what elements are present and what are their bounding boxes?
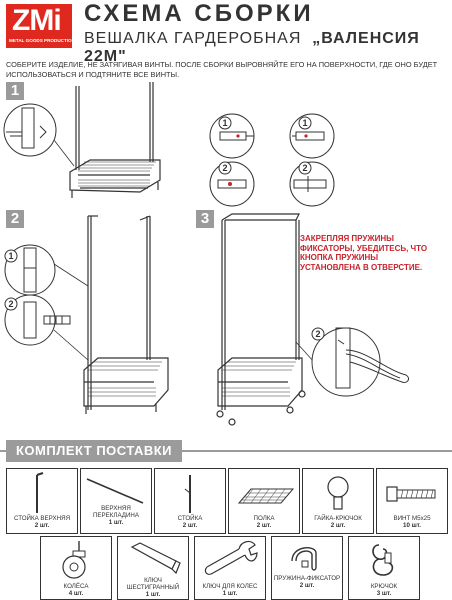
- marker-1b: 1: [302, 118, 308, 128]
- kit-item-post: [154, 468, 226, 534]
- kit-item-qty: 2 шт.: [256, 522, 272, 529]
- shelf-icon: [229, 469, 299, 517]
- kit-item-qty: 2 шт.: [299, 582, 315, 589]
- brand-name: ZMi: [12, 4, 61, 37]
- hook-icon: [349, 537, 419, 583]
- kit-item-hook-nut: [302, 468, 374, 534]
- step-1-markers: [218, 116, 318, 176]
- kit-item-qty: 2 шт.: [34, 522, 50, 529]
- page-title: СХЕМА СБОРКИ: [84, 0, 314, 27]
- kit-item-name: КЛЮЧ ШЕСТИГРАННЫЙ: [126, 577, 180, 591]
- kit-item-name: ПОЛКА: [253, 515, 275, 522]
- screw-icon: [377, 469, 447, 517]
- kit-item-name: СТОЙКА: [177, 515, 203, 522]
- spring-clip-warning: ЗАКРЕПЛЯЯ ПРУЖИНЫ ФИКСАТОРЫ, УБЕДИТЕСЬ, ЧТО КНОПКА ПРУЖИНЫ УСТАНОВЛЕНА В ОТВЕРСТИЕ.: [300, 234, 428, 272]
- kit-item-name: ГАЙКА-КРЮЧОК: [314, 515, 362, 522]
- assembly-instructions: СОБЕРИТЕ ИЗДЕЛИЕ, НЕ ЗАТЯГИВАЯ ВИНТЫ. ПОСЛЕ СБОРКИ ВЫРОВНЯЙТЕ ЕГО НА ПОВЕРХНОСТИ, ГДЕ ОНО БУДЕТ ИСПОЛЬЗОВАТЬСЯ И ПОДТЯНИТЕ ВСЕ ВИНТЫ.: [6, 60, 438, 79]
- upper-post-icon: [7, 469, 77, 517]
- product-model: „ВАЛЕНСИЯ 22М": [84, 30, 420, 65]
- kit-item-wheel: [40, 536, 112, 600]
- kit-item-name: ВЕРХНЯЯ ПЕРЕКЛАДИНА: [92, 505, 140, 519]
- kit-item-qty: 1 шт.: [222, 590, 238, 597]
- kit-item-name: КЛЮЧ ДЛЯ КОЛЕС: [202, 583, 258, 590]
- marker-1a: 1: [222, 118, 228, 128]
- kit-item-qty: 1 шт.: [108, 519, 124, 526]
- wrench-icon: [195, 537, 265, 583]
- step-2-number: 2: [6, 210, 24, 228]
- kit-item-qty: 1 шт.: [145, 591, 161, 598]
- kit-item-crossbar: [80, 468, 152, 534]
- kit-title: КОМПЛЕКТ ПОСТАВКИ: [6, 440, 182, 462]
- marker-step2-2: 2: [8, 299, 14, 309]
- marker-2b: 2: [302, 163, 308, 173]
- kit-item-name: КОЛЁСА: [63, 583, 89, 590]
- hook-nut-icon: [303, 469, 373, 517]
- kit-item-hex-key: [117, 536, 189, 600]
- kit-item-qty: 2 шт.: [330, 522, 346, 529]
- kit-item-shelf: [228, 468, 300, 534]
- kit-item-name: КРЮЧОК: [370, 583, 398, 590]
- kit-item-name: ПРУЖИНА-ФИКСАТОР: [273, 575, 341, 582]
- kit-item-wrench: [194, 536, 266, 600]
- kit-item-hook: [348, 536, 420, 600]
- kit-item-qty: 2 шт.: [182, 522, 198, 529]
- brand-logo: [6, 4, 75, 48]
- kit-item-screw: [376, 468, 448, 534]
- kit-item-name: СТОЙКА ВЕРХНЯЯ: [13, 515, 71, 522]
- marker-2a: 2: [222, 163, 228, 173]
- kit-item-qty: 10 шт.: [403, 522, 421, 529]
- step-1-diagram: [0, 80, 200, 208]
- kit-item-name: ВИНТ М5х25: [393, 515, 431, 522]
- kit-item-qty: 4 шт.: [68, 590, 84, 597]
- step-3-number: 3: [196, 210, 214, 228]
- product-type: ВЕШАЛКА ГАРДЕРОБНАЯ: [84, 30, 302, 47]
- kit-item-spring-clip: [271, 536, 343, 600]
- marker-step2-1: 1: [8, 251, 14, 261]
- marker-step3-2: 2: [315, 329, 321, 339]
- step-1-number: 1: [6, 82, 24, 100]
- wheel-icon: [41, 537, 111, 583]
- brand-tagline: METAL GOODS PRODUCTION: [9, 38, 75, 43]
- post-icon: [155, 469, 225, 517]
- kit-item-upper-post: [6, 468, 78, 534]
- kit-item-qty: 3 шт.: [376, 590, 392, 597]
- step-2-diagram: [0, 210, 196, 432]
